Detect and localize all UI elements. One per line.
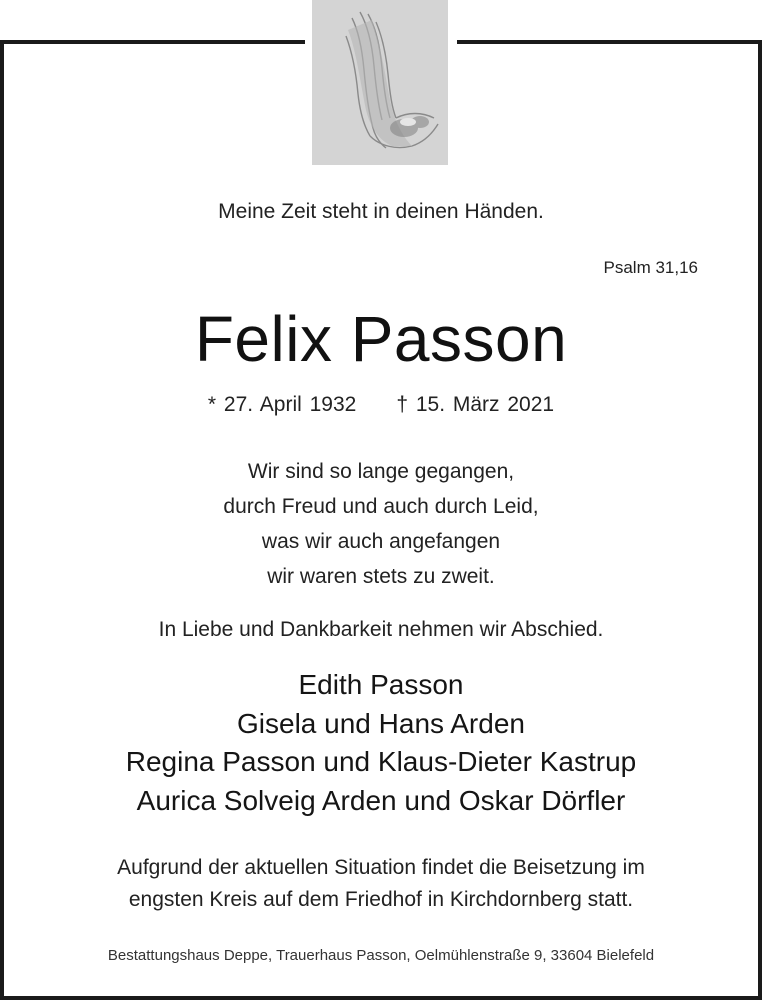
frame-top-right-line: [457, 40, 762, 44]
notice-line: engsten Kreis auf dem Friedhof in Kirchdornberg statt.: [128, 888, 634, 911]
deceased-name: Felix Passon: [194, 303, 568, 375]
poem-line: Wir sind so lange gegangen,: [247, 460, 515, 483]
burial-notice: [0, 852, 762, 916]
farewell-text: In Liebe und Dankbarkeit nehmen wir Abschied.: [158, 618, 604, 641]
poem-line: wir waren stets zu zweit.: [267, 565, 495, 588]
mourner-name: Aurica Solveig Arden und Oskar Dörfler: [136, 784, 626, 816]
life-dates: [0, 393, 762, 417]
bible-quote: Meine Zeit steht in deinen Händen.: [218, 200, 544, 223]
birth-date: * 27. April 1932: [207, 393, 357, 416]
poem-line: was wir auch angefangen: [261, 530, 501, 553]
mourner-name: Regina Passon und Klaus-Dieter Kastrup: [125, 746, 637, 777]
praying-hands-icon: [312, 0, 448, 165]
death-date: † 15. März 2021: [396, 393, 555, 416]
poem: [0, 454, 762, 594]
frame-bottom-line: [0, 996, 762, 1000]
funeral-home-footer: Bestattungshaus Deppe, Trauerhaus Passon, Oelmühlenstraße 9, 33604 Bielefeld: [107, 947, 655, 964]
mourner-name: Gisela und Hans Arden: [237, 707, 525, 739]
notice-line: Aufgrund der aktuellen Situation findet die Beisetzung im: [117, 856, 645, 879]
frame-top-left-line: [0, 40, 305, 44]
quote-source: Psalm 31,16: [603, 258, 698, 277]
poem-line: durch Freud und auch durch Leid,: [223, 495, 539, 518]
mourner-name: Edith Passon: [298, 669, 464, 700]
mourners-list: [0, 666, 762, 820]
